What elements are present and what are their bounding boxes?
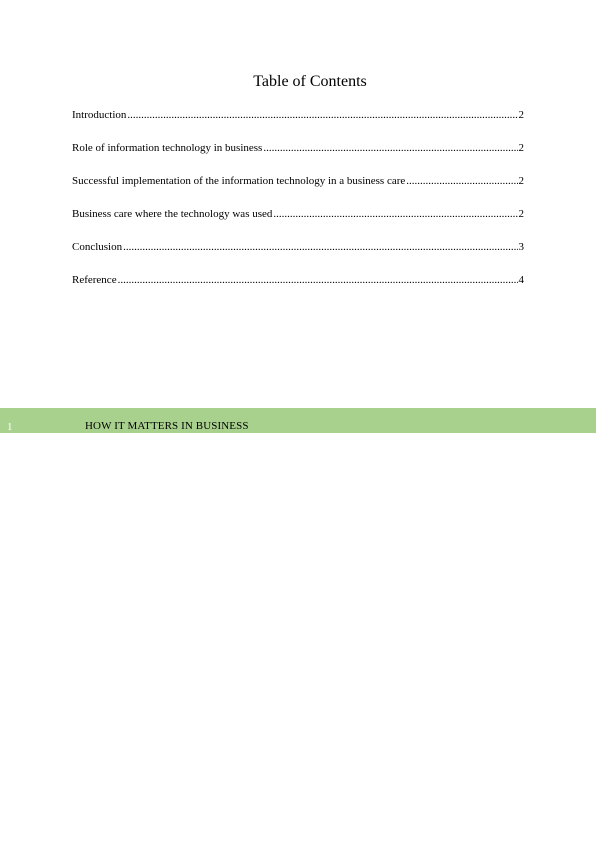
- toc-entry-page-number: 2: [518, 208, 524, 220]
- toc-dot-leader: [263, 141, 517, 155]
- toc-entry-page-number: 4: [518, 274, 524, 286]
- toc-entry-label: Reference: [72, 274, 117, 286]
- toc-entry-page-number: 2: [518, 142, 524, 154]
- toc-entry-label: Business care where the technology was used: [72, 208, 273, 220]
- toc-dot-leader: [406, 174, 517, 188]
- toc-dot-leader: [273, 207, 517, 221]
- header-band: [0, 408, 596, 433]
- toc-entry-label: Conclusion: [72, 241, 123, 253]
- toc-entry-page-number: 2: [518, 109, 524, 121]
- toc-entry-introduction[interactable]: [72, 108, 524, 141]
- toc-dot-leader: [118, 273, 518, 287]
- running-header: HOW IT MATTERS IN BUSINESS: [85, 420, 249, 432]
- page-number: 1: [7, 421, 13, 433]
- toc-entry-label: Introduction: [72, 109, 127, 121]
- toc-dot-leader: [123, 240, 517, 254]
- toc-title: Table of Contents: [253, 73, 367, 90]
- toc-entry-label: Successful implementation of the information technology in a business care: [72, 175, 406, 187]
- toc-entry-page-number: 2: [518, 175, 524, 187]
- toc-entry-reference[interactable]: [72, 273, 524, 306]
- toc-entry-conclusion[interactable]: [72, 240, 524, 273]
- toc-entry-label: Role of information technology in business: [72, 142, 263, 154]
- toc-entry-role-of-it[interactable]: [72, 141, 524, 174]
- toc-entry-page-number: 3: [518, 241, 524, 253]
- toc-dot-leader: [127, 108, 517, 122]
- toc-entry-successful-implementation[interactable]: [72, 174, 524, 207]
- toc-entry-business-care[interactable]: [72, 207, 524, 240]
- toc-list: [72, 108, 524, 306]
